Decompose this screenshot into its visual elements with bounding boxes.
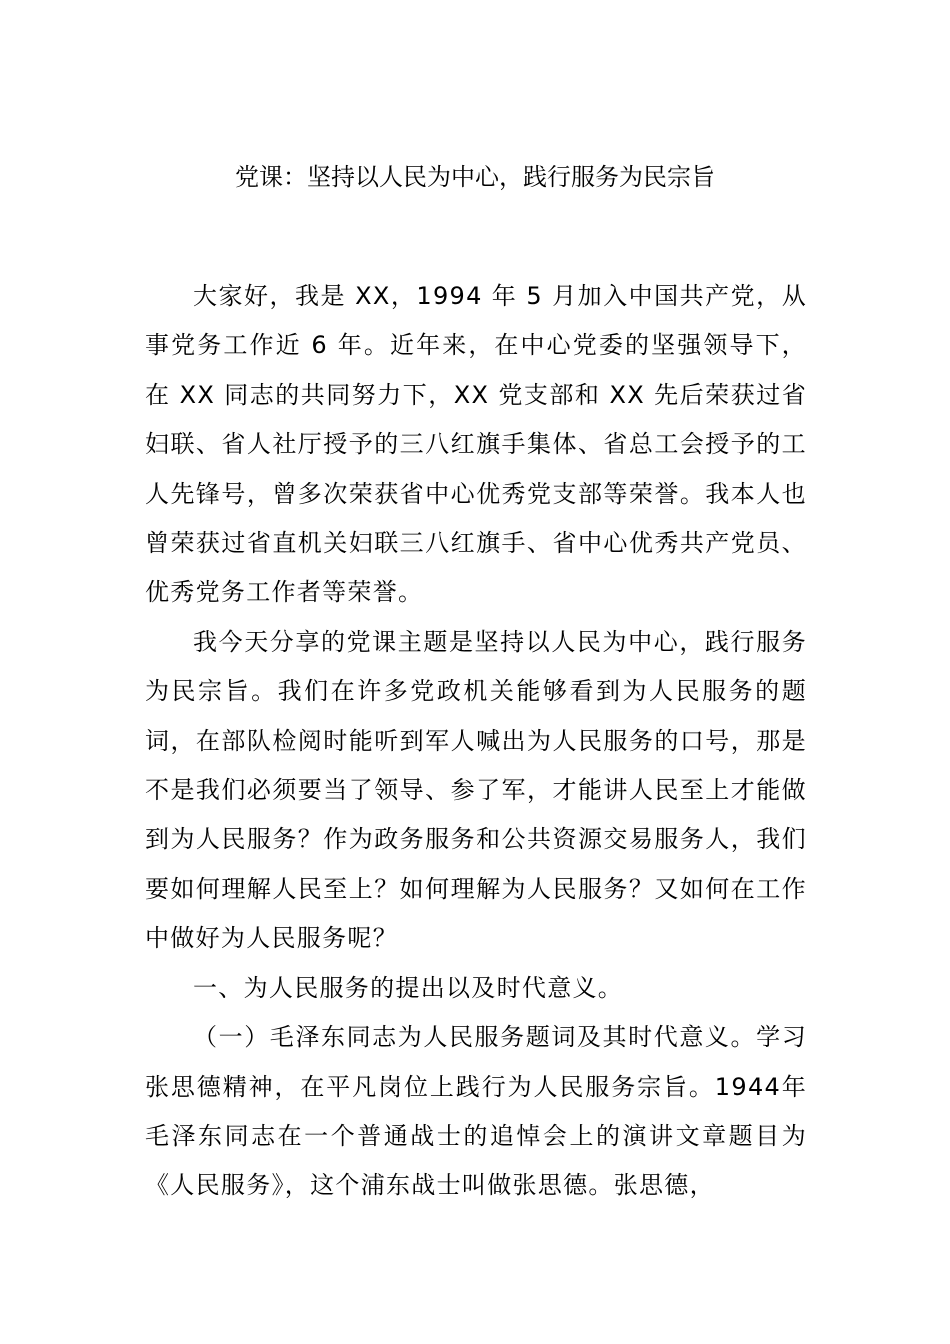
document-title: 党课：坚持以人民为中心，践行服务为民宗旨: [235, 163, 715, 191]
paragraph-introduction: 大家好，我是 XX，1994 年 5 月加入中国共产党，从事党务工作近 6 年。近年来，在中心党委的坚强领导下，在 XX 同志的共同努力下，XX 党支部和 XX 先后荣获过省妇联、省人社厅授予的三八红旗手集体、省总工会授予的工人先锋号，曾多次荣获省中心优秀党支部等荣誉。我本人也曾荣获过省直机关妇联三八红旗手、省中心优秀共产党员、优秀党务工作者等荣誉。: [145, 282, 807, 607]
paragraph-topic: 我今天分享的党课主题是坚持以人民为中心，践行服务为民宗旨。我们在许多党政机关能够看到为人民服务的题词，在部队检阅时能听到军人喊出为人民服务的口号，那是不是我们必须要当了领导、参了军，才能讲人民至上才能做到为人民服务？作为政务服务和公共资源交易服务人，我们要如何理解人民至上？如何理解为人民服务？又如何在工作中做好为人民服务呢？: [145, 627, 807, 953]
document-body: [145, 272, 807, 1211]
section-heading-1: 一、为人民服务的提出以及时代意义。: [193, 973, 624, 1002]
paragraph-subsection-1: （一）毛泽东同志为人民服务题词及其时代意义。学习张思德精神，在平凡岗位上践行为人民服务宗旨。1944年毛泽东同志在一个普通战士的追悼会上的演讲文章题目为《人民服务》，这个浦东战士叫做张思德。张思德，: [145, 1023, 807, 1200]
